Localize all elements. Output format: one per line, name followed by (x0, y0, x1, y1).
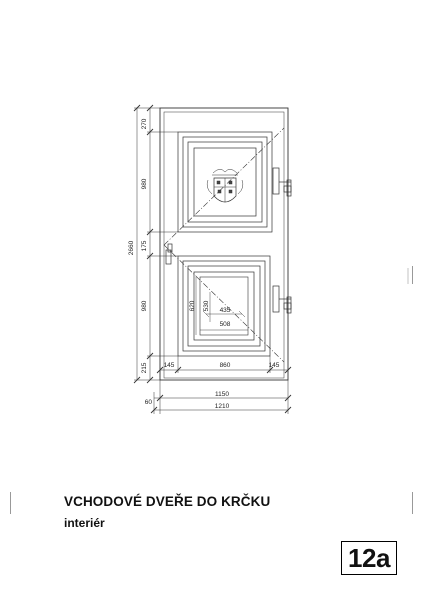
dim-145-right: 145 (268, 362, 280, 369)
dim-145-left: 145 (163, 362, 175, 369)
door-leaf (164, 112, 284, 378)
dim-980-lower: 980 (141, 300, 148, 312)
dim-215: 215 (141, 362, 148, 374)
dim-175: 175 (141, 240, 148, 252)
sheet-number-box (341, 541, 397, 575)
dim-435: 435 (219, 307, 231, 314)
dim-860: 860 (219, 362, 231, 369)
dim-1150: 1150 (215, 391, 229, 398)
dim-980-upper: 980 (141, 178, 148, 190)
margin-mark-right (412, 492, 413, 514)
coat-of-arms-emblem (207, 169, 243, 202)
dim-60: 60 (144, 399, 152, 406)
door-frame (160, 108, 288, 380)
door-handle (166, 244, 172, 264)
dim-530: 530 (203, 300, 210, 312)
dim-270: 270 (141, 118, 148, 130)
sheet-number: 12a (348, 542, 390, 573)
drawing-title: VCHODOVÉ DVEŘE DO KRČKU (64, 494, 271, 509)
dim-1210: 1210 (214, 403, 230, 410)
margin-mark-left (10, 492, 11, 514)
dim-2660: 2660 (128, 240, 135, 256)
drawing-subtitle: interiér (64, 516, 105, 530)
dim-620: 620 (189, 300, 196, 312)
dim-508: 508 (219, 321, 231, 328)
margin-mark-right-upper (412, 266, 413, 284)
